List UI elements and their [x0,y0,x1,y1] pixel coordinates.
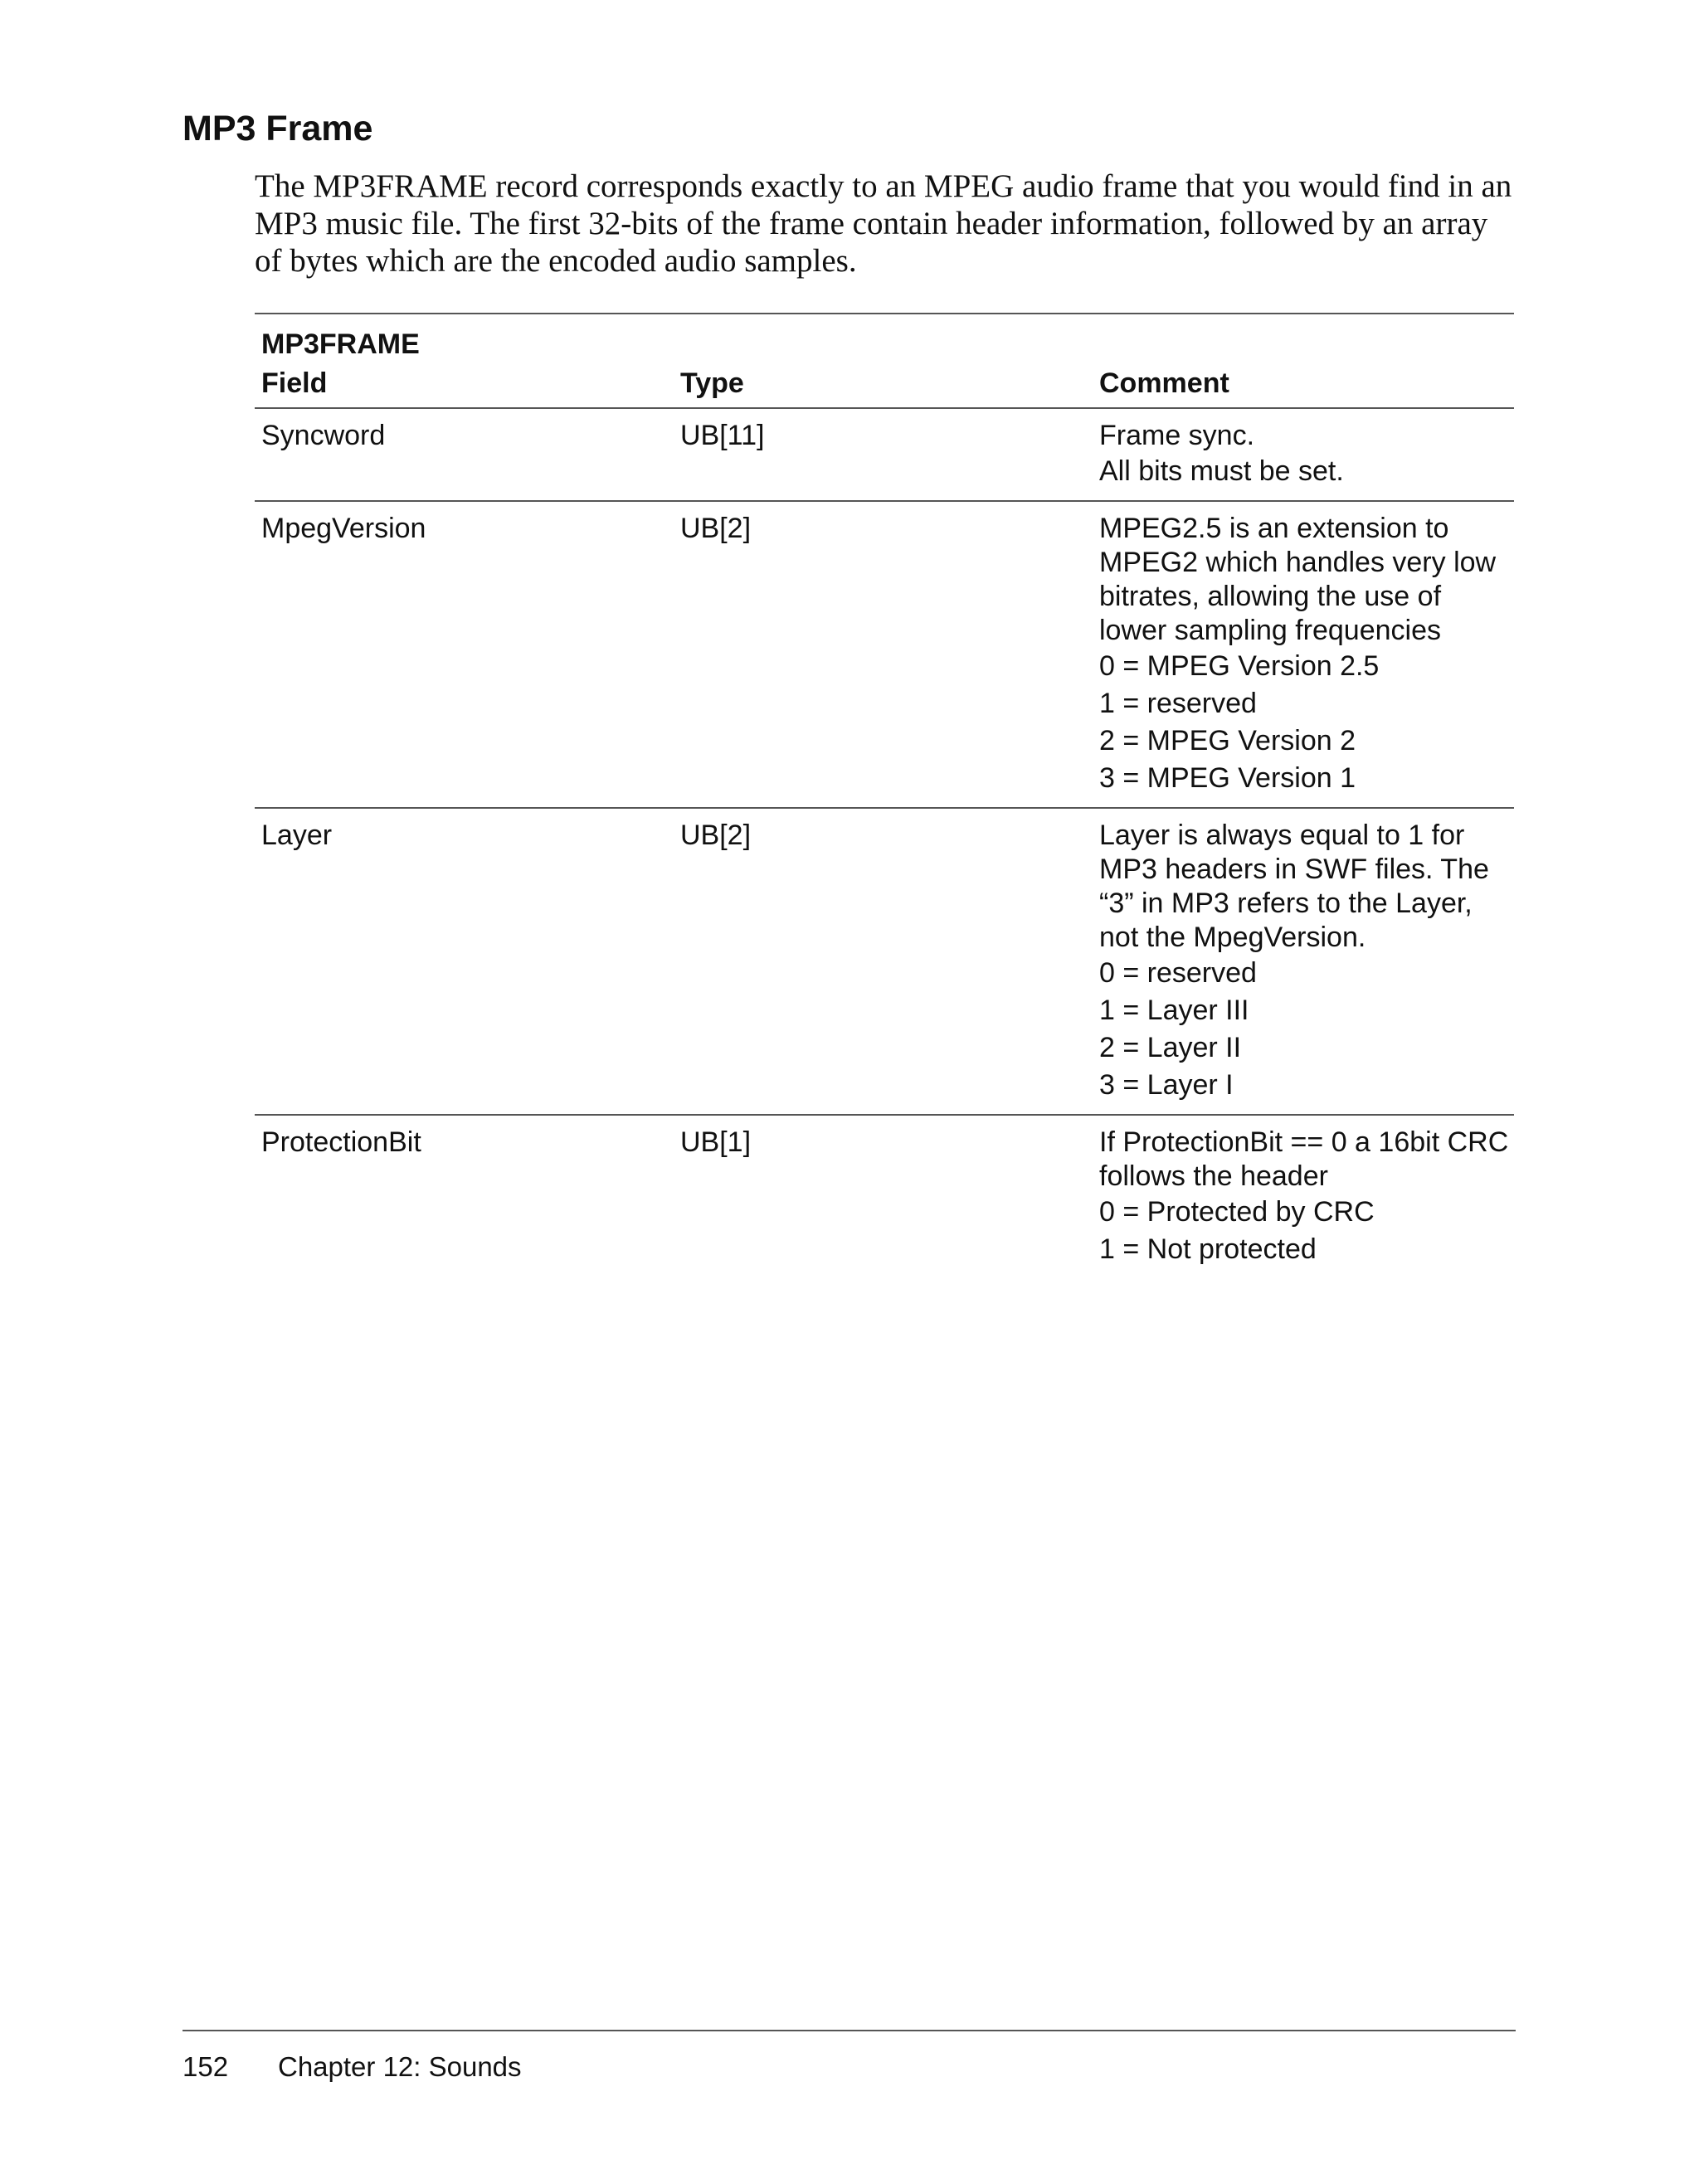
comment-line: 0 = MPEG Version 2.5 [1099,650,1380,682]
table-header-row [255,362,1514,409]
comment-line: 1 = Layer III [1099,995,1249,1026]
comment-line: 1 = Not protected [1099,1233,1317,1265]
intro-paragraph: The MP3FRAME record corresponds exactly to an MPEG audio frame that you would find in an MP3 music file. The first 32-bits of the frame contain header information, followed by an array of bytes which are the encoded audio samples. [255,168,1512,279]
field-cell: ProtectionBit [261,1126,421,1158]
section-heading: MP3 Frame [183,109,373,148]
table-row [255,1116,1514,1278]
table-row [255,409,1514,502]
comment-line: 3 = Layer I [1099,1069,1234,1101]
comment-line: 1 = reserved [1099,688,1257,719]
type-cell: UB[2] [680,820,752,851]
comment-text: If ProtectionBit == 0 a 16bit CRC follows the header [1099,1126,1509,1192]
record-table [255,313,1514,1278]
column-header-type: Type [680,367,744,399]
comment-line: All bits must be set. [1099,455,1344,487]
footer-rule [183,2030,1516,2031]
field-cell: Syncword [261,420,386,451]
comment-line: 0 = reserved [1099,957,1257,989]
comment-cell [1093,1116,1514,1278]
type-cell: UB[2] [680,513,752,544]
chapter-title: Chapter 12: Sounds [278,2051,522,2082]
column-header-field: Field [261,367,328,399]
field-cell: MpegVersion [261,513,426,544]
type-cell: UB[11] [680,420,765,451]
table-row [255,502,1514,809]
page-number: 152 [183,2051,229,2082]
comment-cell [1093,409,1514,500]
field-cell: Layer [261,820,333,851]
type-cell: UB[1] [680,1126,752,1158]
comment-text: Layer is always equal to 1 for MP3 headers in SWF files. The “3” in MP3 refers to the Layer, not the MpegVersion. [1099,820,1489,953]
comment-text: Frame sync. [1099,420,1255,451]
column-header-comment: Comment [1099,367,1229,399]
comment-line: 2 = Layer II [1099,1032,1242,1063]
table-row [255,809,1514,1116]
comment-text: MPEG2.5 is an extension to MPEG2 which handles very low bitrates, allowing the use of lower sampling frequencies [1099,513,1497,646]
comment-cell [1093,502,1514,807]
comment-cell [1093,809,1514,1114]
comment-line: 0 = Protected by CRC [1099,1196,1375,1228]
comment-line: 3 = MPEG Version 1 [1099,762,1356,794]
record-name: MP3FRAME [261,328,420,360]
comment-line: 2 = MPEG Version 2 [1099,725,1356,756]
